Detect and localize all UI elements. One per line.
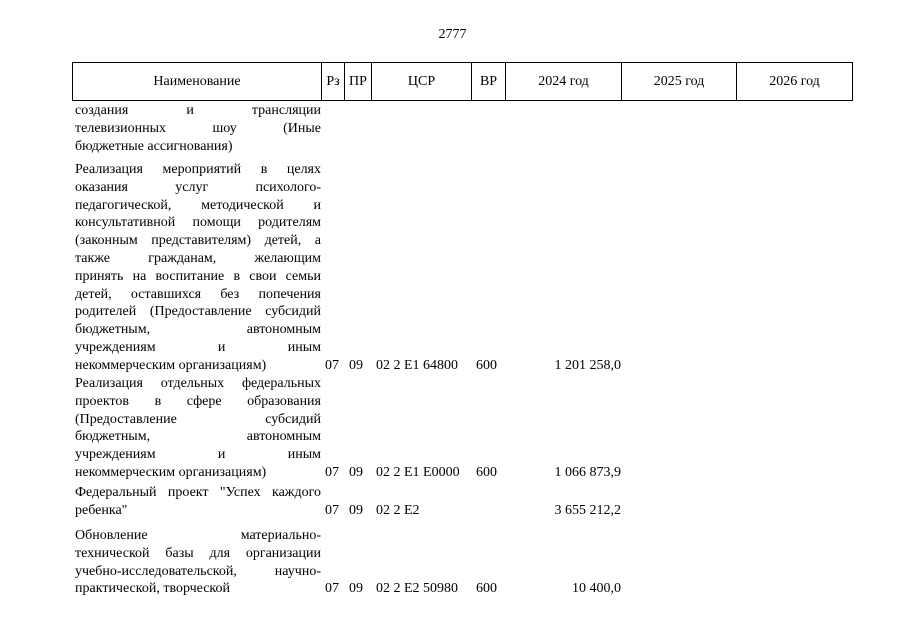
cell-y2024: 10 400,0: [572, 581, 621, 597]
cell-rz: 07: [325, 502, 339, 518]
cell-rz: 07: [325, 357, 339, 373]
header-csr: ЦСР: [371, 63, 471, 100]
header-name: Наименование: [72, 63, 321, 100]
row-name-line: оказания услуг психолого-: [75, 179, 321, 195]
cell-csr: 02 2 Е1 64800: [376, 357, 459, 373]
cell-csr: 02 2 Е2: [376, 502, 420, 518]
cell-csr: 02 2 Е1 Е0000: [376, 465, 460, 480]
page-number: 2777: [438, 27, 467, 42]
row-name-line: некоммерческим организациям): [75, 357, 267, 373]
row-name-line: Федеральный проект "Успех каждого: [75, 485, 321, 500]
header-2024: 2024 год: [505, 63, 621, 100]
row-name-line: бюджетным, автономным: [75, 429, 321, 445]
row-name-line: консультативной помощи родителям: [75, 215, 321, 231]
row-name-line: учебно-исследовательской, научно-: [75, 563, 321, 579]
cell-y2024: 3 655 212,2: [554, 502, 621, 518]
row-name-line: (Предоставление субсидий: [75, 411, 321, 427]
row-name: [75, 102, 321, 155]
cell-pr: 09: [349, 502, 363, 518]
row-name-line: Обновление материально-: [75, 528, 321, 543]
row-name-line: также гражданам, желающим: [75, 250, 321, 266]
row-name-line: учреждениям и иным: [75, 339, 321, 355]
header-pr: ПР: [344, 63, 371, 100]
header-2025: 2025 год: [621, 63, 736, 100]
row-name-line: детей, оставшихся без попечения: [75, 286, 321, 302]
cell-vr: 600: [476, 581, 497, 597]
table-header: [72, 62, 853, 101]
cell-pr: 09: [349, 357, 363, 373]
row-name-line: бюджетным, автономным: [75, 322, 321, 338]
row-name-line: принять на воспитание в свои семьи: [75, 268, 321, 284]
row-name-line: ребенка": [75, 502, 128, 518]
cell-csr: 02 2 Е2 50980: [376, 581, 459, 597]
row-name-line: учреждениям и иным: [75, 447, 321, 463]
row-name-line: некоммерческим организациям): [75, 464, 267, 480]
row-name-line: технической базы для организации: [75, 545, 321, 561]
cell-y2024: 1 201 258,0: [554, 357, 621, 373]
row-name-line: телевизионных шоу (Иные: [75, 120, 321, 136]
row-name-line: Реализация отдельных федеральных: [75, 376, 321, 391]
row-name-line: бюджетные ассигнования): [75, 138, 233, 154]
row-name-line: (законным представителям) детей, а: [75, 233, 321, 249]
cell-pr: 09: [349, 581, 363, 597]
row-name-line: проектов в сфере образования: [75, 393, 321, 409]
row-name-line: практической, творческой: [75, 581, 231, 597]
cell-y2024: 1 066 873,9: [554, 465, 621, 480]
header-vr: ВР: [471, 63, 505, 100]
row-name: [75, 375, 321, 482]
cell-vr: 600: [476, 465, 497, 480]
row-name-line: родителей (Предоставление субсидий: [75, 304, 321, 320]
row-name: [75, 161, 321, 375]
cell-pr: 09: [349, 465, 363, 480]
row-name: [75, 527, 321, 598]
header-rz: Рз: [321, 63, 344, 100]
row-name-line: создания и трансляции: [75, 103, 321, 118]
cell-vr: 600: [476, 357, 497, 373]
cell-rz: 07: [325, 465, 339, 480]
row-name-line: Реализация мероприятий в целях: [75, 162, 321, 177]
row-name: [75, 484, 321, 520]
header-2026: 2026 год: [736, 63, 853, 100]
row-name-line: педагогической, методической и: [75, 197, 321, 213]
cell-rz: 07: [325, 581, 339, 597]
